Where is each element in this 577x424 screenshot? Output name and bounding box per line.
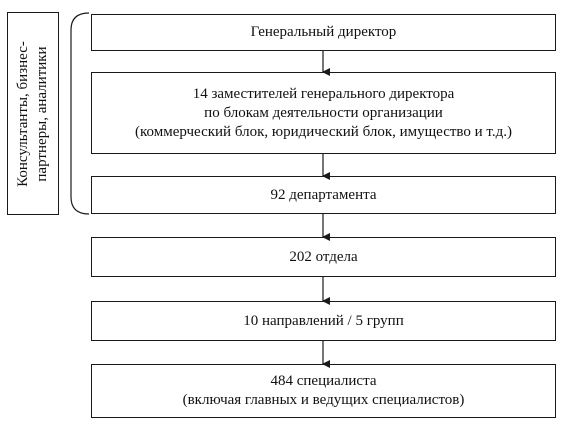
node-deputies-line-2: по блокам деятельности организации [204,104,443,121]
node-specialists-line-1: 484 специалиста [270,373,377,389]
node-deputies-line-3: (коммерческий блок, юридический блок, имущество и т.д.) [135,123,512,140]
node-general-director-line-1: Генеральный директор [250,24,397,40]
side-panel-line-2: партнеры, аналитики [34,45,50,182]
brace-bracket [71,13,89,214]
side-panel-consultants [7,12,59,215]
node-departments-line-1: 92 департамента [270,186,377,203]
node-divisions [91,237,556,277]
node-deputies [91,72,556,154]
node-specialists [91,364,556,418]
node-departments [91,176,556,214]
side-panel-label [14,41,52,187]
node-deputies-line-1: 14 заместителей генерального директора [192,85,455,102]
node-divisions-line-1: 202 отдела [289,248,358,265]
node-directions [91,301,556,341]
node-general-director [91,14,556,51]
side-panel-line-1: Консультанты, бизнес- [15,40,31,187]
node-specialists-line-2: (включая главных и ведущих специалистов) [182,392,465,408]
node-directions-line-1: 10 направлений / 5 групп [243,312,404,329]
